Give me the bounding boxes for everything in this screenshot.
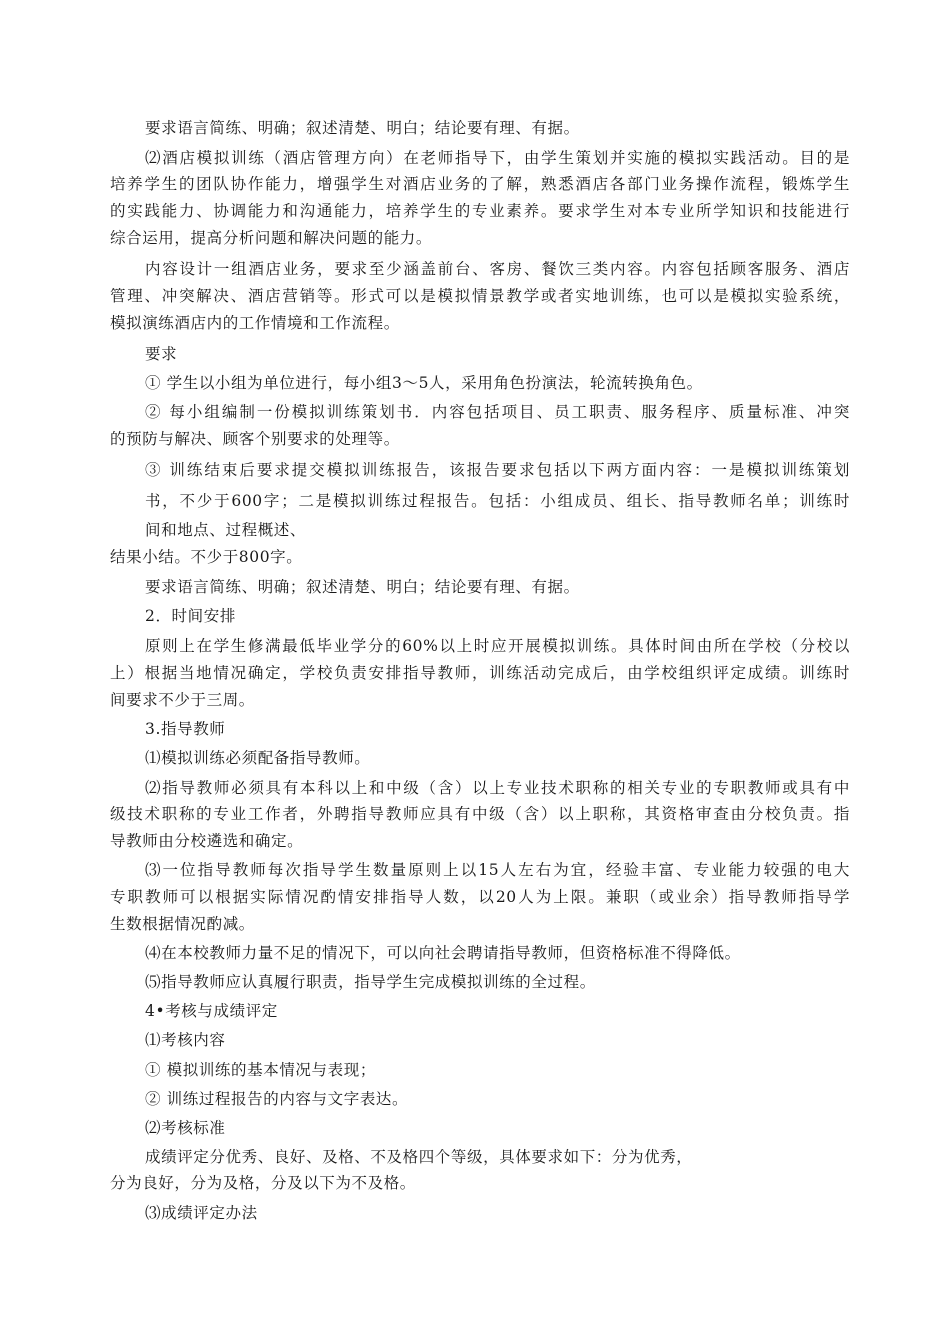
text-line: ⑵酒店模拟训练（酒店管理方向）在老师指导下，由学生策划并实施的模拟实践活动。目的是	[145, 149, 850, 167]
text-line: ① 模拟训练的基本情况与表现；	[145, 1061, 376, 1079]
text-line: 要求	[145, 345, 178, 363]
text-line: 专职教师可以根据实际情况酌情安排指导人数，以20人为上限。兼职（或业余）指导教师指导学	[110, 888, 850, 906]
text-line: ⑶一位指导教师每次指导学生数量原则上以15人左右为宜，经验丰富、专业能力较强的电大	[145, 861, 850, 879]
text-line: 的预防与解决、顾客个别要求的处理等。	[110, 430, 400, 448]
text-line: 原则上在学生修满最低毕业学分的60%以上时应开展模拟训练。具体时间由所在学校（分校以	[145, 637, 850, 655]
text-line: ⑴考核内容	[145, 1031, 226, 1049]
text-line: 上）根据当地情况确定，学校负责安排指导教师，训练活动完成后，由学校组织评定成绩。训练时	[110, 664, 850, 682]
text-line: 间和地点、过程概述、	[145, 521, 307, 539]
text-line: ⑸指导教师应认真履行职责，指导学生完成模拟训练的全过程。	[145, 973, 596, 991]
text-line: 综合运用，提高分析问题和解决问题的能力。	[110, 229, 433, 247]
text-line: 内容设计一组酒店业务，要求至少涵盖前台、客房、餐饮三类内容。内容包括顾客服务、酒店	[145, 260, 850, 278]
text-line: ⑴模拟训练必须配备指导教师。	[145, 749, 371, 767]
text-line: 级技术职称的专业工作者，外聘指导教师应具有中级（含）以上职称，其资格审查由分校负责。指	[110, 805, 850, 823]
text-line: 要求语言简练、明确；叙述清楚、明白；结论要有理、有据。	[145, 119, 580, 137]
text-line: ② 训练过程报告的内容与文字表达。	[145, 1090, 409, 1108]
text-line: 书，不少于600字；二是模拟训练过程报告。包括：小组成员、组长、指导教师名单；训练时	[145, 492, 850, 510]
text-line: 的实践能力、协调能力和沟通能力，培养学生的专业素养。要求学生对本专业所学知识和技能进行	[110, 202, 850, 220]
text-line: ③ 训练结束后要求提交模拟训练报告，该报告要求包括以下两方面内容：一是模拟训练策划	[145, 461, 850, 479]
text-line: 模拟演练酒店内的工作情境和工作流程。	[110, 314, 400, 332]
text-line: 分为良好，分为及格，分及以下为不及格。	[110, 1174, 416, 1192]
text-line: 导教师由分校遴选和确定。	[110, 832, 304, 850]
text-line: 间要求不少于三周。	[110, 691, 255, 709]
text-line: 培养学生的团队协作能力，增强学生对酒店业务的了解，熟悉酒店各部门业务操作流程，锻炼学生	[110, 175, 850, 193]
text-line: 4•考核与成绩评定	[145, 1002, 278, 1020]
text-line: ⑵指导教师必须具有本科以上和中级（含）以上专业技术职称的相关专业的专职教师或具有中	[145, 779, 850, 797]
text-line: ⑵考核标准	[145, 1119, 226, 1137]
text-line: ⑶成绩评定办法	[145, 1204, 258, 1222]
text-line: 成绩评定分优秀、良好、及格、不及格四个等级，具体要求如下：分为优秀，	[145, 1148, 693, 1166]
text-line: 要求语言简练、明确；叙述清楚、明白；结论要有理、有据。	[145, 578, 580, 596]
text-line: 生数根据情况酌减。	[110, 915, 255, 933]
text-line: 2．时间安排	[145, 607, 236, 625]
text-line: 结果小结。不少于800字。	[110, 548, 303, 566]
text-line: 管理、冲突解决、酒店营销等。形式可以是模拟情景教学或者实地训练，也可以是模拟实验系统，	[110, 287, 850, 305]
text-line: ① 学生以小组为单位进行，每小组3〜5人，采用角色扮演法，轮流转换角色。	[145, 374, 703, 392]
text-line: ② 每小组编制一份模拟训练策划书．内容包括项目、员工职责、服务程序、质量标准、冲突	[145, 403, 850, 421]
text-line: ⑷在本校教师力量不足的情况下，可以向社会聘请指导教师，但资格标准不得降低。	[145, 944, 741, 962]
text-line: 3.指导教师	[145, 720, 226, 738]
